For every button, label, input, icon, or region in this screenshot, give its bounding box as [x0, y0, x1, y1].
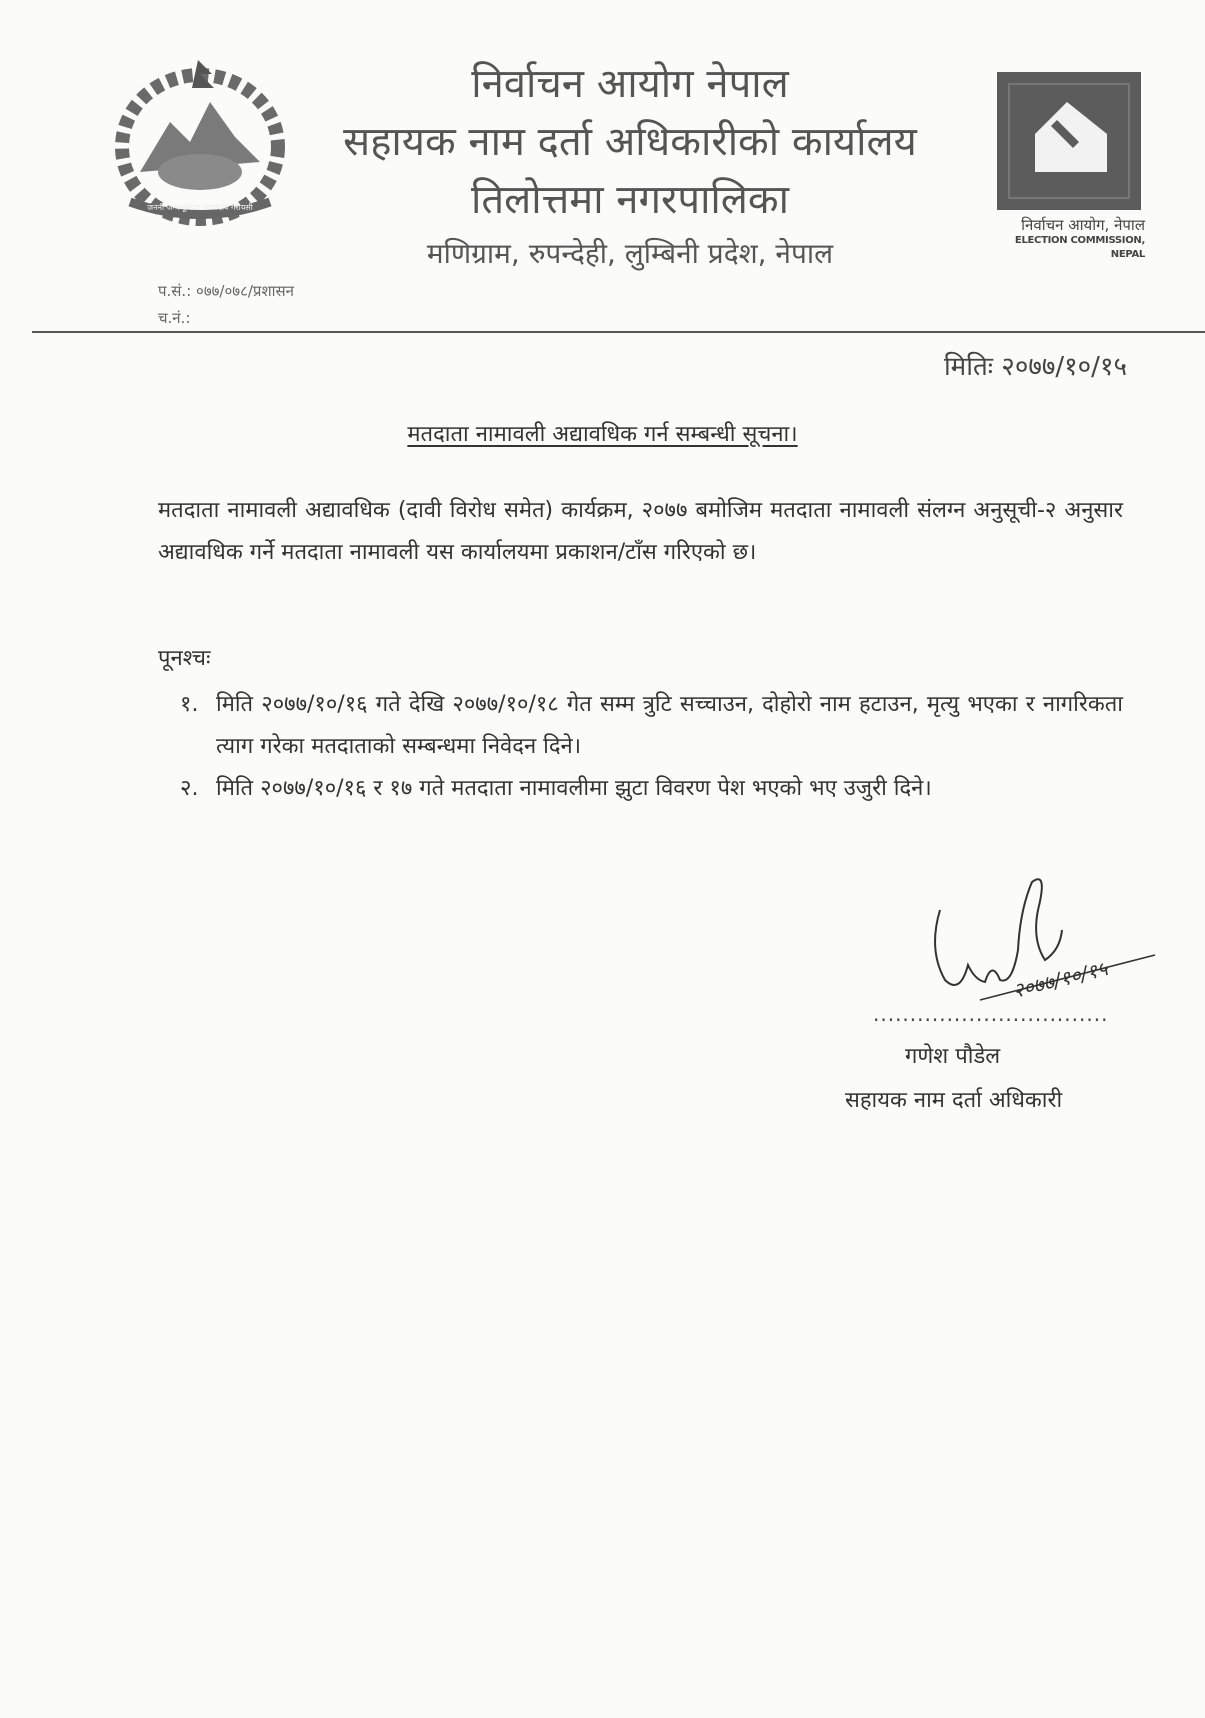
- office-header: [330, 55, 930, 279]
- header-divider: [32, 331, 1205, 333]
- notice-title: मतदाता नामावली अद्यावधिक गर्न सम्बन्धी सूचना।: [407, 422, 798, 447]
- header-office: सहायक नाम दर्ता अधिकारीको कार्यालय: [343, 119, 917, 165]
- list-item-text: मिति २०७७/१०/१६ र १७ गते मतदाता नामावलीमा झुटा विवरण पेश भएको भए उजुरी दिने।: [216, 776, 932, 801]
- list-item: [180, 768, 1123, 810]
- ec-caption-np: निर्वाचन आयोग, नेपाल: [1021, 216, 1145, 234]
- patra-sankhya: प.सं.: ०७७/०७८/प्रशासन: [158, 282, 295, 300]
- signature-line: ................................: [873, 1002, 1109, 1026]
- list-item-number: १.: [180, 692, 199, 717]
- list-item: [180, 684, 1123, 768]
- notice-title-wrap: [0, 418, 1205, 448]
- signer-name: गणेश पौडेल: [905, 1044, 1001, 1069]
- header-commission: निर्वाचन आयोग नेपाल: [471, 61, 789, 107]
- signature-icon: [920, 870, 1170, 1020]
- emblem-motto: जननी जन्मभूमिश्च स्वर्गादपि गरीयसी: [147, 203, 253, 212]
- list-item-number: २.: [180, 776, 199, 801]
- header-address: मणिग्राम, रुपन्देही, लुम्बिनी प्रदेश, नेपाल: [426, 237, 834, 270]
- signature-date: २०७७/१०/१५: [1010, 956, 1111, 1003]
- nepal-emblem-icon: [100, 52, 300, 232]
- ec-caption-en: ELECTION COMMISSION, NEPAL: [1014, 235, 1145, 260]
- postscript-label: पूनश्चः: [158, 646, 211, 671]
- notice-date: मितिः २०७७/१०/१५: [943, 352, 1127, 382]
- reference-numbers: [158, 278, 294, 332]
- notice-paragraph: मतदाता नामावली अद्यावधिक (दावी विरोध समेत) कार्यक्रम, २०७७ बमोजिम मतदाता नामावली संलग्न अनुसूची-२ अनुसार अद्यावधिक गर्ने मतदाता नामावली यस कार्यालयमा प्रकाशन/टाँस गरिएको छ।: [158, 498, 1123, 565]
- list-item-text: मिति २०७७/१०/१६ गते देखि २०७७/१०/१८ गेत सम्म त्रुटि सच्चाउन, दोहोरो नाम हटाउन, मृत्यु भएका र नागरिकता त्याग गरेका मतदाताको सम्बन्धमा निवेदन दिने।: [216, 692, 1123, 759]
- header-municipality: तिलोत्तमा नगरपालिका: [471, 177, 789, 223]
- signer-role: सहायक नाम दर्ता अधिकारी: [845, 1088, 1063, 1113]
- postscript-list: [180, 684, 1123, 810]
- election-commission-logo-icon: [997, 72, 1141, 210]
- chalani-number: च.नं.:: [158, 309, 191, 327]
- election-commission-caption: [985, 216, 1145, 262]
